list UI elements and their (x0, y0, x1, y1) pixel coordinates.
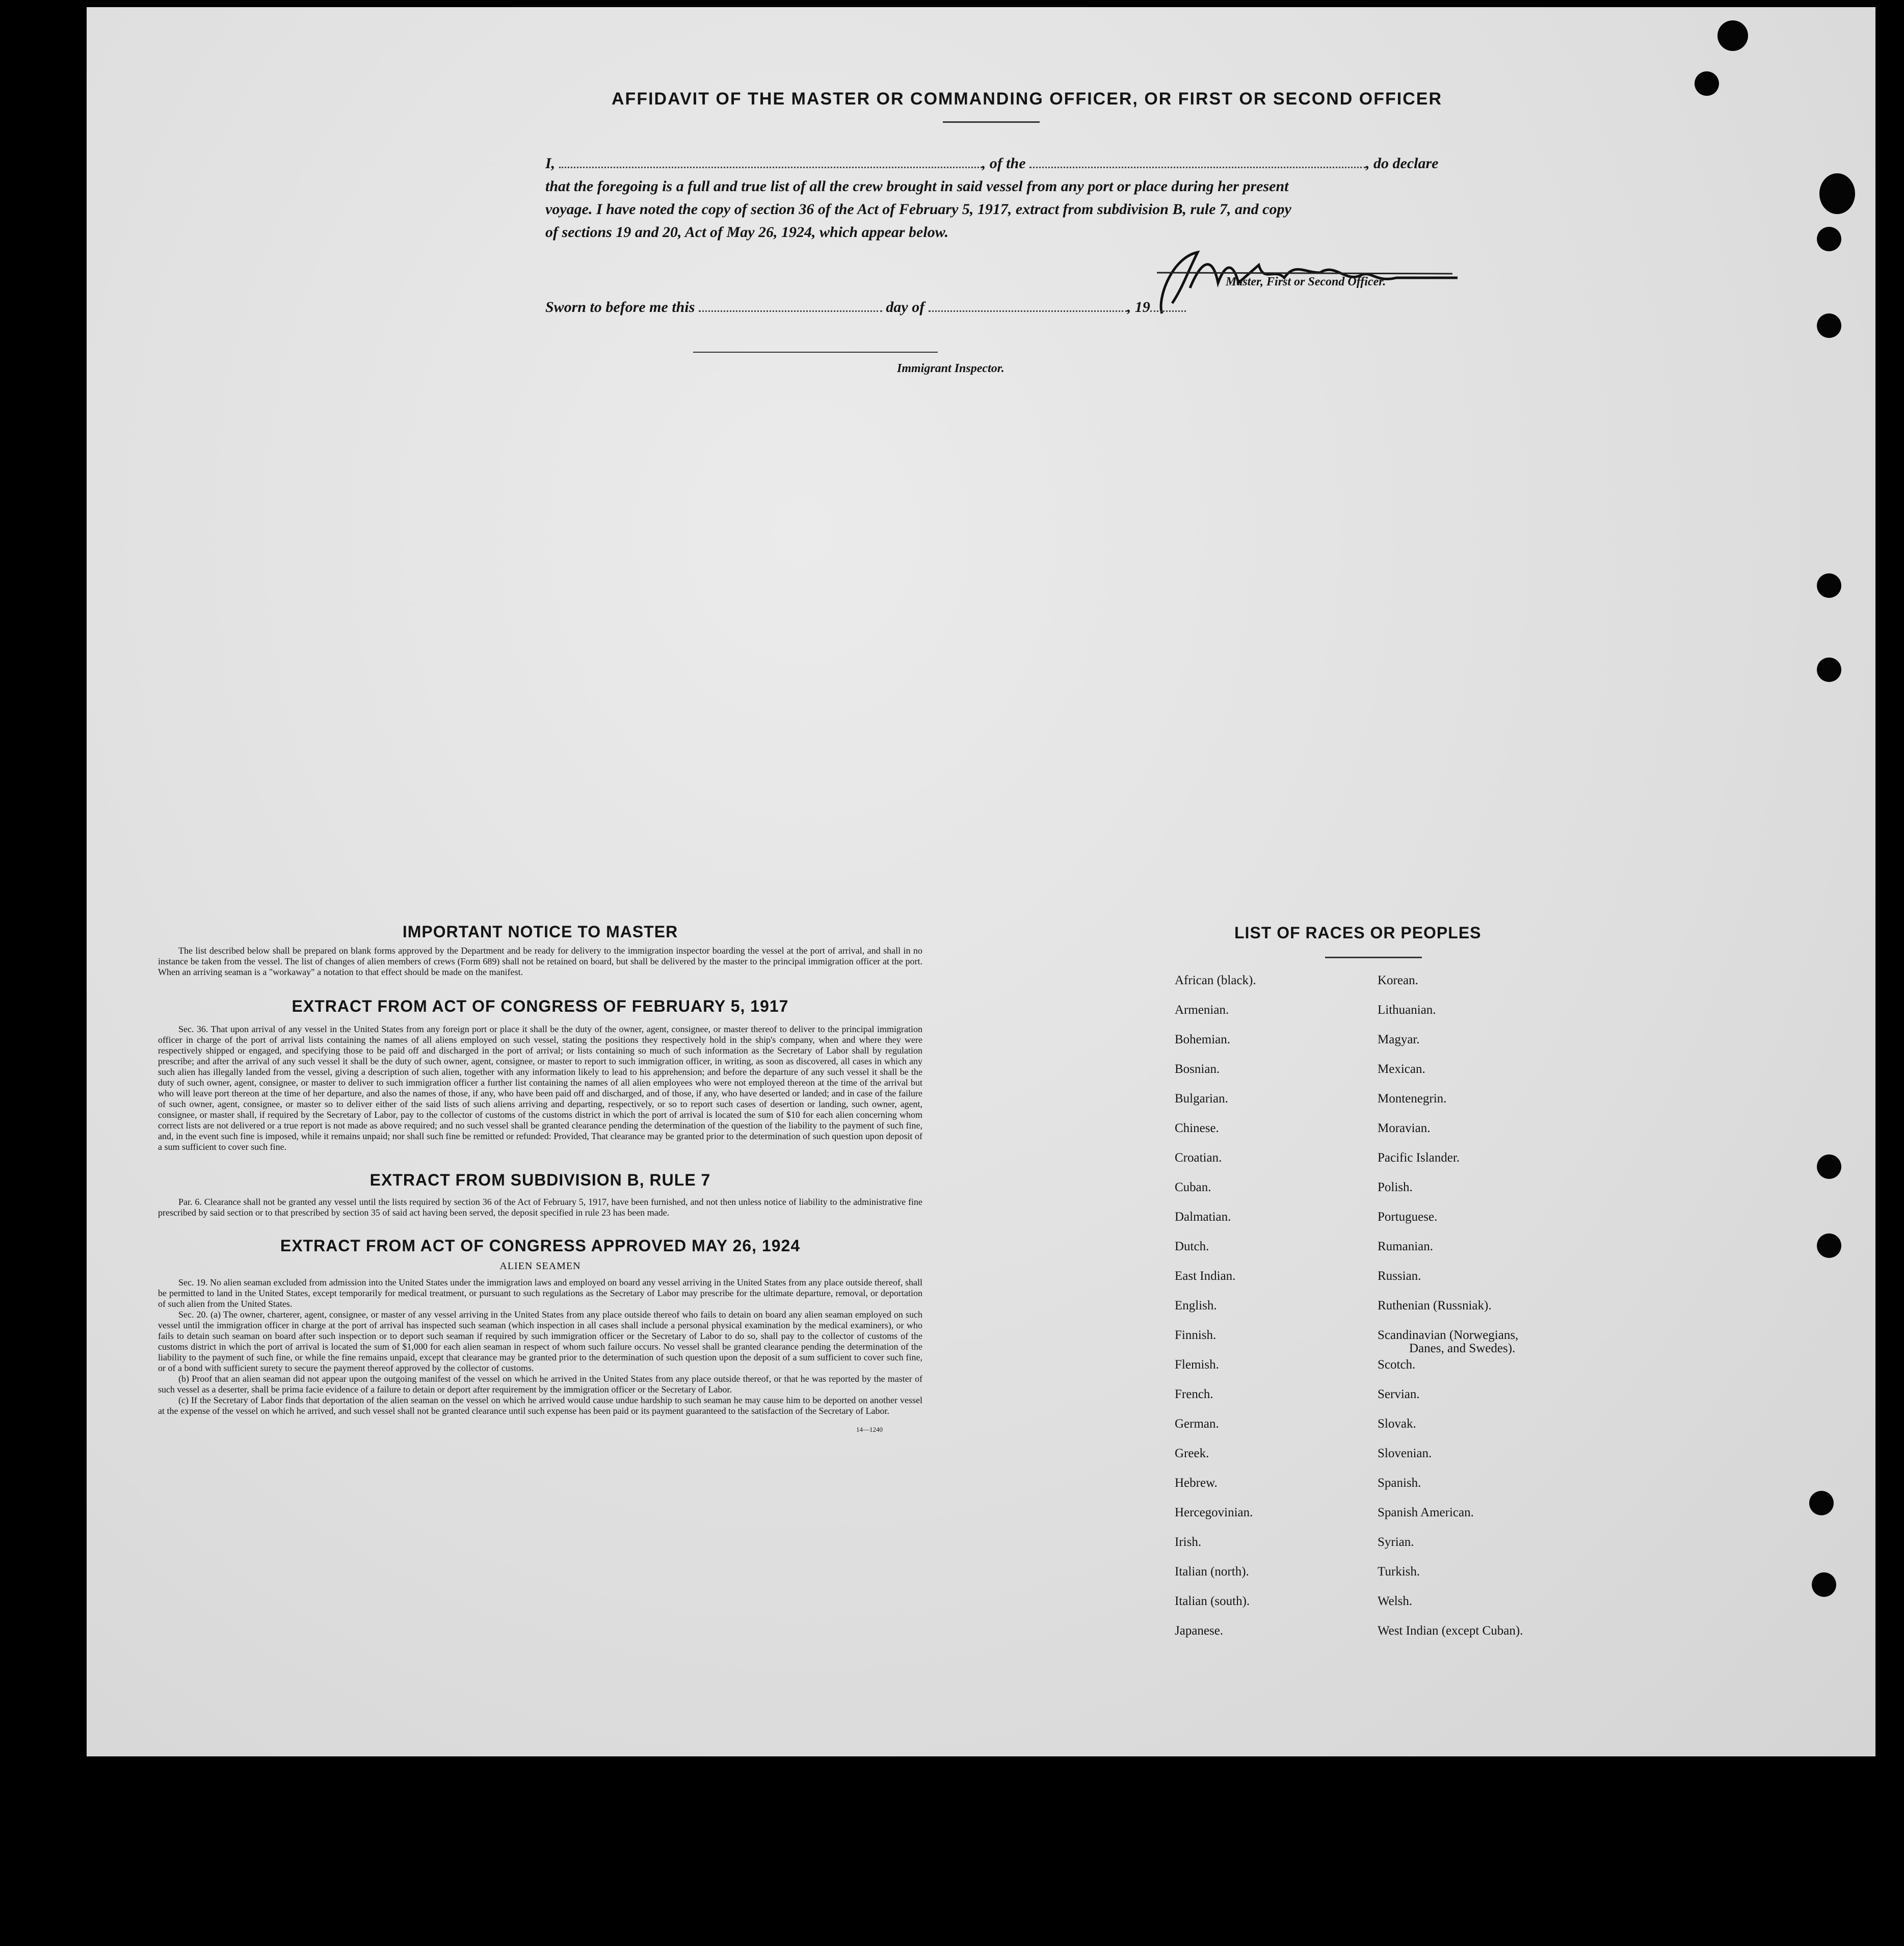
race-item: Flemish. (1175, 1358, 1219, 1372)
affidavit-line-2: that the foregoing is a full and true list of all the crew brought in said vessel from any port or place during her present (545, 178, 1289, 195)
race-item: Hercegovinian. (1175, 1506, 1253, 1519)
race-item: Russian. (1378, 1269, 1421, 1283)
punch-hole (1817, 313, 1841, 338)
race-item: Japanese. (1175, 1624, 1224, 1638)
race-item: Welsh. (1378, 1594, 1413, 1608)
affidavit-title: AFFIDAVIT OF THE MASTER OR COMMANDING OFFICER, OR FIRST OR SECOND OFFICER (612, 89, 1442, 109)
race-item: Polish. (1378, 1180, 1413, 1194)
sworn-day-blank[interactable] (699, 298, 882, 312)
race-item: Dutch. (1175, 1240, 1209, 1253)
race-item: Slovak. (1378, 1417, 1416, 1431)
race-item: Scotch. (1378, 1358, 1416, 1372)
race-item: Cuban. (1175, 1180, 1211, 1194)
race-item: English. (1175, 1299, 1217, 1312)
race-item: Servian. (1378, 1387, 1420, 1401)
race-item: African (black). (1175, 974, 1256, 987)
sec20a-text: Sec. 20. (a) The owner, charterer, agent, consignee, or master of any vessel arriving in the United States from any place outside thereof who fails to detain on board any alien seaman employed on such vessel until the immigration officer in charge at the port of arrival has inspected such seaman (which inspection in all cases shall include a personal physical examination by the medical examiners), or who fails to detain such seaman on board after such inspection or to deport such seaman if required by such immigration officer or the Secretary of Labor to do so, shall pay to the collector of customs of the customs district in which the port of arrival is located the sum of $1,000 for each alien seaman in respect of whom such failure occurs. No vessel shall be granted clearance pending the determination of the liability to the payment of such fine, or while the fine remains unpaid, except that clearance may be granted prior to the determination of such question upon the deposit of a sum sufficient to cover such fine, or of a bond with sufficient surety to secure the payment thereof approved by the collector of customs. (158, 1309, 922, 1373)
punch-hole (1817, 573, 1841, 598)
extract-1917-text: Sec. 36. That upon arrival of any vessel in the United States from any foreign port or place it shall be the duty of the owner, agent, consignee, or master thereof to deliver to the principal immigration officer in charge of the port of arrival lists containing the names of all aliens employed on such vessel, stating the positions they respectively hold in the ship's company, when and where they were respectively shipped or engaged, and specifying those to be paid off and discharged in the port of arrival; or lists containing so much of such information as the Secretary of Labor shall by regulation prescribe; and after the arrival of any such vessel it shall be the duty of such owner, agent, consignee, or master to report to such immigration officer, in writing, as soon as discovered, all cases in which any such alien has illegally landed from the vessel, giving a description of such alien, together with any information likely to lead to his apprehension; and before the departure of any such vessel it shall be the duty of such owner, agent, consignee, or master to deliver to such immigration officer a further list containing the names of all alien employees who were not employed thereon at the time of the arrival but who will leave port thereon at the time of her departure, and also the names of those, if any, who have been paid off and discharged, and of those, if any, who have deserted or landed; and in case of the failure of such owner, agent, consignee, or master so to deliver either of the said lists of such aliens arriving and departing, respectively, or so to report such cases of desertion or landing, such owner, agent, consignee, or master shall, if required by the Secretary of Labor, pay to the collector of customs of the customs district in which the port of arrival is located the sum of $10 for each alien concerning whom correct lists are not delivered or a true report is not made as above required; and no such vessel shall be granted clearance pending the determination of the question of the liability to the payment of such fine, and, in the event such fine is imposed, while it remains unpaid; nor shall such fine be remitted or refunded: Provided, That clearance may be granted prior to the determination of such question upon deposit of a sum sufficient to cover such fine. (158, 1024, 922, 1152)
punch-hole (1809, 1491, 1834, 1515)
race-item: Italian (north). (1175, 1565, 1249, 1579)
extract-1917-title: EXTRACT FROM ACT OF CONGRESS OF FEBRUARY 5, 1917 (292, 997, 789, 1015)
extract-1924-title: EXTRACT FROM ACT OF CONGRESS APPROVED MAY 26, 1924 (280, 1237, 801, 1255)
race-item: Italian (south). (1175, 1594, 1250, 1608)
affidavit-line-4: of sections 19 and 20, Act of May 26, 1924, which appear below. (545, 224, 949, 241)
race-item: German. (1175, 1417, 1219, 1431)
race-item: Hebrew. (1175, 1476, 1218, 1490)
punch-hole (1717, 20, 1748, 51)
race-item: Armenian. (1175, 1003, 1229, 1017)
race-item: Irish. (1175, 1535, 1202, 1549)
race-item: Turkish. (1378, 1565, 1420, 1579)
race-item: Slovenian. (1378, 1447, 1432, 1460)
sec19-text: Sec. 19. No alien seaman excluded from admission into the United States under the immigration laws and employed on board any vessel arriving in the United States from any place outside thereof, shall be permitted to land in the United States, except temporarily for medical treatment, or pursuant to such regulations as the Secretary of Labor may prescribe for the ultimate departure, removal, or deportation of such alien from the United States. (158, 1277, 922, 1309)
document-page (87, 7, 1875, 1756)
punch-hole (1812, 1572, 1836, 1597)
race-item: Bosnian. (1175, 1062, 1220, 1076)
race-item: Rumanian. (1378, 1240, 1434, 1253)
race-item: Korean. (1378, 974, 1418, 987)
affidavit-line-3: voyage. I have noted the copy of section 36 of the Act of February 5, 1917, extract from subdivision B, rule 7, and copy (545, 201, 1291, 218)
race-item: French. (1175, 1387, 1213, 1401)
name-blank[interactable] (559, 154, 982, 168)
form-number: 14—1240 (856, 1426, 883, 1433)
race-item: Spanish American. (1378, 1506, 1474, 1519)
race-item: Greek. (1175, 1447, 1209, 1460)
notices-column (158, 923, 922, 1434)
race-item: Finnish. (1175, 1328, 1217, 1342)
inspector-caption: Immigrant Inspector. (897, 362, 1004, 375)
extract-rule7-text: Par. 6. Clearance shall not be granted any vessel until the lists required by section 36 of the Act of February 5, 1917, have been furnished, and not then unless notice of liability to the administrative fine prescribed by said section or to that prescribed by section 35 of said act having been served, the deposit specified in rule 23 has been made. (158, 1197, 922, 1218)
race-item: Magyar. (1378, 1033, 1420, 1046)
race-item: Syrian. (1378, 1535, 1414, 1549)
sworn-month-blank[interactable] (929, 298, 1127, 312)
race-item: Scandinavian (Norwegians, (1378, 1328, 1519, 1342)
punch-hole (1695, 71, 1719, 96)
race-item: Bulgarian. (1175, 1092, 1228, 1106)
race-item: Portuguese. (1378, 1210, 1438, 1224)
race-item: Pacific Islander. (1378, 1151, 1460, 1165)
race-item: Dalmatian. (1175, 1210, 1231, 1224)
race-item: Montenegrin. (1378, 1092, 1447, 1106)
race-item: Lithuanian. (1378, 1003, 1436, 1017)
race-item: Ruthenian (Russniak). (1378, 1299, 1492, 1312)
race-item: Bohemian. (1175, 1033, 1231, 1046)
affidavit-line-1: I, , of the , do declare (545, 155, 1439, 172)
punch-hole (1817, 658, 1841, 682)
punch-hole (1817, 227, 1841, 251)
signature-caption: Master, First or Second Officer. (1226, 275, 1386, 288)
sworn-line: Sworn to before me this day of , 19 (545, 296, 1488, 319)
race-item: Chinese. (1175, 1121, 1219, 1135)
punch-hole (1819, 173, 1855, 214)
race-item: Croatian. (1175, 1151, 1222, 1165)
race-item: East Indian. (1175, 1269, 1236, 1283)
races-title: LIST OF RACES OR PEOPLES (1234, 924, 1482, 942)
race-item-continuation: Danes, and Swedes). (1409, 1342, 1516, 1355)
title-rule (943, 121, 1040, 123)
punch-hole (1817, 1154, 1841, 1179)
notice-title: IMPORTANT NOTICE TO MASTER (402, 923, 678, 941)
notice-text: The list described below shall be prepared on blank forms approved by the Department and be ready for delivery to the immigration inspector boarding the vessel at the port of arrival, and shall in no instance be taken from the vessel. The list of changes of alien members of crews (Form 689) shall not be retained on board, but shall be delivered by the master to the principal immigration officer at the port. When an arriving seaman is a "workaway" a notation to that effect should be made on the manifest. (158, 945, 922, 977)
extract-rule7-title: EXTRACT FROM SUBDIVISION B, RULE 7 (369, 1171, 711, 1189)
sec20c-text: (c) If the Secretary of Labor finds that deportation of the alien seaman on the vessel on which he arrived would cause undue hardship to such seaman he may cause him to be deported on another vessel at the expense of the vessel on which he arrived, and such vessel shall not be granted clearance until such expense has been paid or its payment guaranteed to the satisfaction of the Secretary of Labor. (158, 1395, 922, 1416)
races-title-rule (1325, 957, 1422, 958)
race-item: Moravian. (1378, 1121, 1431, 1135)
race-item: West Indian (except Cuban). (1378, 1624, 1523, 1638)
race-item: Spanish. (1378, 1476, 1421, 1490)
inspector-signature-line (693, 352, 938, 353)
sworn-year-blank[interactable] (1150, 298, 1186, 312)
sec20b-text: (b) Proof that an alien seaman did not appear upon the outgoing manifest of the vessel on which he arrived in the United States from any place outside thereof, or that he was reported by the master of such vessel as a deserter, shall be prima facie evidence of a failure to detain or deport after requirement by the immigration officer or the Secretary of Labor. (158, 1374, 922, 1395)
vessel-blank[interactable] (1029, 154, 1366, 168)
extract-1924-subtitle: ALIEN SEAMEN (499, 1260, 581, 1272)
punch-hole (1817, 1233, 1841, 1258)
race-item: Mexican. (1378, 1062, 1425, 1076)
